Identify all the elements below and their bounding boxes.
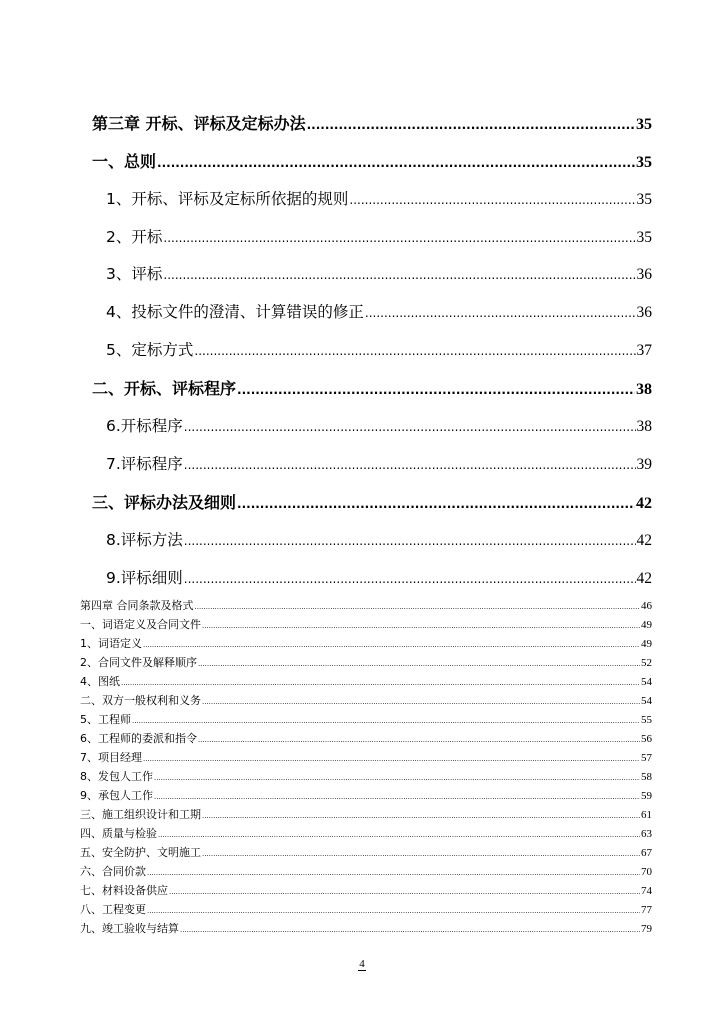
toc-entry-page: 46 bbox=[641, 600, 652, 612]
toc-entry-label: 5、定标方式 bbox=[106, 341, 194, 359]
toc-entry-page: 54 bbox=[641, 695, 652, 707]
toc-entry-page: 67 bbox=[641, 847, 652, 859]
toc-entry-page: 38 bbox=[636, 418, 652, 435]
toc-entry-label: 七、材料设备供应 bbox=[80, 884, 168, 897]
toc-entry-page: 49 bbox=[641, 619, 652, 631]
toc-small-entry[interactable] bbox=[80, 711, 652, 727]
toc-entry-page: 37 bbox=[636, 342, 652, 359]
dot-leader bbox=[202, 622, 640, 630]
toc-entry-page: 36 bbox=[636, 266, 652, 283]
toc-entry-page: 42 bbox=[636, 570, 652, 587]
toc-entry-label: 2、合同文件及解释顺序 bbox=[80, 656, 197, 669]
toc-entry-page: 55 bbox=[641, 714, 652, 726]
toc-entry-label: 一、总则 bbox=[92, 152, 157, 171]
toc-small-entry[interactable] bbox=[80, 863, 652, 879]
toc-entry-item-2[interactable] bbox=[106, 225, 652, 247]
toc-entry-page: 42 bbox=[636, 495, 652, 512]
toc-entry-page: 49 bbox=[641, 638, 652, 650]
toc-small-entry[interactable] bbox=[80, 635, 652, 651]
toc-entry-label: 三、评标办法及细则 bbox=[92, 493, 237, 512]
toc-entry-label: 1、开标、评标及定标所依据的规则 bbox=[106, 190, 349, 208]
dot-leader bbox=[169, 888, 640, 896]
dot-leader bbox=[147, 869, 640, 877]
toc-entry-page: 42 bbox=[636, 532, 652, 549]
toc-entry-label: 7、项目经理 bbox=[80, 751, 142, 764]
toc-small-entry[interactable] bbox=[80, 597, 652, 613]
toc-entry-page: 35 bbox=[636, 116, 652, 133]
dot-leader bbox=[237, 383, 635, 397]
dot-leader bbox=[198, 660, 640, 668]
dot-leader bbox=[180, 926, 640, 934]
dot-leader bbox=[202, 812, 640, 820]
toc-small-entry[interactable] bbox=[80, 749, 652, 765]
toc-entry-label: 一、词语定义及合同文件 bbox=[80, 618, 201, 631]
page-number bbox=[0, 958, 724, 970]
toc-entry-page: 38 bbox=[636, 381, 652, 398]
toc-entry-item-9[interactable] bbox=[106, 566, 652, 588]
toc-small-entry[interactable] bbox=[80, 730, 652, 746]
toc-entry-label: 6、工程师的委派和指令 bbox=[80, 732, 197, 745]
toc-entry-label: 4、投标文件的澄清、计算错误的修正 bbox=[106, 303, 364, 321]
dot-leader bbox=[195, 603, 641, 611]
toc-entry-section-1[interactable] bbox=[92, 149, 652, 172]
toc-entry-chapter-3[interactable] bbox=[92, 111, 652, 134]
toc-entry-label: 8.评标方法 bbox=[106, 531, 183, 549]
toc-entry-label: 二、双方一般权利和义务 bbox=[80, 694, 201, 707]
toc-entry-label: 8、发包人工作 bbox=[80, 770, 153, 783]
page-number-text: 4 bbox=[359, 958, 365, 970]
toc-entry-page: 57 bbox=[641, 752, 652, 764]
dot-leader bbox=[121, 679, 640, 687]
dot-leader bbox=[147, 907, 640, 915]
dot-leader bbox=[143, 641, 640, 649]
dot-leader bbox=[349, 193, 635, 207]
toc-entry-label: 7.评标程序 bbox=[106, 455, 183, 473]
toc-small-entry[interactable] bbox=[80, 901, 652, 917]
toc-entry-page: 35 bbox=[636, 154, 652, 171]
toc-entry-page: 35 bbox=[636, 229, 652, 246]
toc-entry-label: 八、工程变更 bbox=[80, 903, 146, 916]
dot-leader bbox=[163, 268, 635, 282]
toc-entry-label: 3、评标 bbox=[106, 265, 163, 283]
toc-small-entry[interactable] bbox=[80, 825, 652, 841]
toc-entry-item-8[interactable] bbox=[106, 528, 652, 550]
toc-entry-page: 39 bbox=[636, 456, 652, 473]
toc-entry-label: 四、质量与检验 bbox=[80, 827, 157, 840]
dot-leader bbox=[202, 698, 640, 706]
dot-leader bbox=[158, 831, 640, 839]
toc-small-entry[interactable] bbox=[80, 654, 652, 670]
dot-leader bbox=[184, 572, 636, 586]
toc-entry-page: 63 bbox=[641, 828, 652, 840]
dot-leader bbox=[132, 717, 640, 725]
dot-leader bbox=[154, 793, 640, 801]
toc-entry-label: 二、开标、评标程序 bbox=[92, 379, 237, 398]
dot-leader bbox=[184, 534, 636, 548]
toc-entry-page: 36 bbox=[636, 304, 652, 321]
toc-entry-label: 9、承包人工作 bbox=[80, 789, 153, 802]
toc-entry-item-7[interactable] bbox=[106, 452, 652, 474]
toc-entry-item-4[interactable] bbox=[106, 300, 652, 322]
toc-entry-item-6[interactable] bbox=[106, 414, 652, 436]
toc-entry-page: 79 bbox=[641, 923, 652, 935]
toc-entry-item-5[interactable] bbox=[106, 338, 652, 360]
toc-entry-label: 五、安全防护、文明施工 bbox=[80, 846, 201, 859]
dot-leader bbox=[198, 736, 640, 744]
toc-entry-page: 59 bbox=[641, 790, 652, 802]
dot-leader bbox=[143, 755, 640, 763]
toc-small-entry[interactable] bbox=[80, 768, 652, 784]
toc-entry-page: 58 bbox=[641, 771, 652, 783]
toc-entry-label: 第四章 合同条款及格式 bbox=[80, 599, 194, 612]
toc-entry-label: 第三章 开标、评标及定标办法 bbox=[92, 114, 306, 133]
toc-entry-label: 6.开标程序 bbox=[106, 417, 183, 435]
dot-leader bbox=[365, 306, 636, 320]
toc-entry-page: 35 bbox=[636, 191, 652, 208]
toc-small-entry[interactable] bbox=[80, 616, 652, 632]
dot-leader bbox=[194, 344, 635, 358]
toc-entry-page: 77 bbox=[641, 904, 652, 916]
dot-leader bbox=[184, 458, 636, 472]
toc-entry-section-2[interactable] bbox=[92, 376, 652, 399]
toc-entry-item-1[interactable] bbox=[106, 187, 652, 209]
dot-leader bbox=[163, 231, 635, 245]
toc-entry-label: 5、工程师 bbox=[80, 713, 131, 726]
dot-leader bbox=[202, 850, 640, 858]
toc-small-entry[interactable] bbox=[80, 806, 652, 822]
toc-entry-label: 1、词语定义 bbox=[80, 637, 142, 650]
toc-entry-page: 54 bbox=[641, 676, 652, 688]
toc-entry-page: 74 bbox=[641, 885, 652, 897]
toc-small-entry[interactable] bbox=[80, 787, 652, 803]
toc-entry-page: 52 bbox=[641, 657, 652, 669]
toc-small-entry[interactable] bbox=[80, 920, 652, 936]
toc-entry-label: 9.评标细则 bbox=[106, 569, 183, 587]
dot-leader bbox=[184, 420, 636, 434]
toc-entry-label: 三、施工组织设计和工期 bbox=[80, 808, 201, 821]
dot-leader bbox=[154, 774, 640, 782]
toc-entry-page: 70 bbox=[641, 866, 652, 878]
dot-leader bbox=[157, 156, 635, 170]
toc-entry-page: 61 bbox=[641, 809, 652, 821]
toc-small-entry[interactable] bbox=[80, 844, 652, 860]
toc-entry-page: 56 bbox=[641, 733, 652, 745]
dot-leader bbox=[237, 497, 635, 511]
toc-small-entry[interactable] bbox=[80, 882, 652, 898]
toc-entry-section-3[interactable] bbox=[92, 490, 652, 513]
toc-small-entry[interactable] bbox=[80, 673, 652, 689]
toc-entry-label: 六、合同价款 bbox=[80, 865, 146, 878]
toc-entry-label: 4、图纸 bbox=[80, 675, 120, 688]
toc-entry-label: 九、竣工验收与结算 bbox=[80, 922, 179, 935]
toc-small-entry[interactable] bbox=[80, 692, 652, 708]
dot-leader bbox=[307, 118, 635, 132]
toc-entry-item-3[interactable] bbox=[106, 262, 652, 284]
toc-entry-label: 2、开标 bbox=[106, 228, 163, 246]
